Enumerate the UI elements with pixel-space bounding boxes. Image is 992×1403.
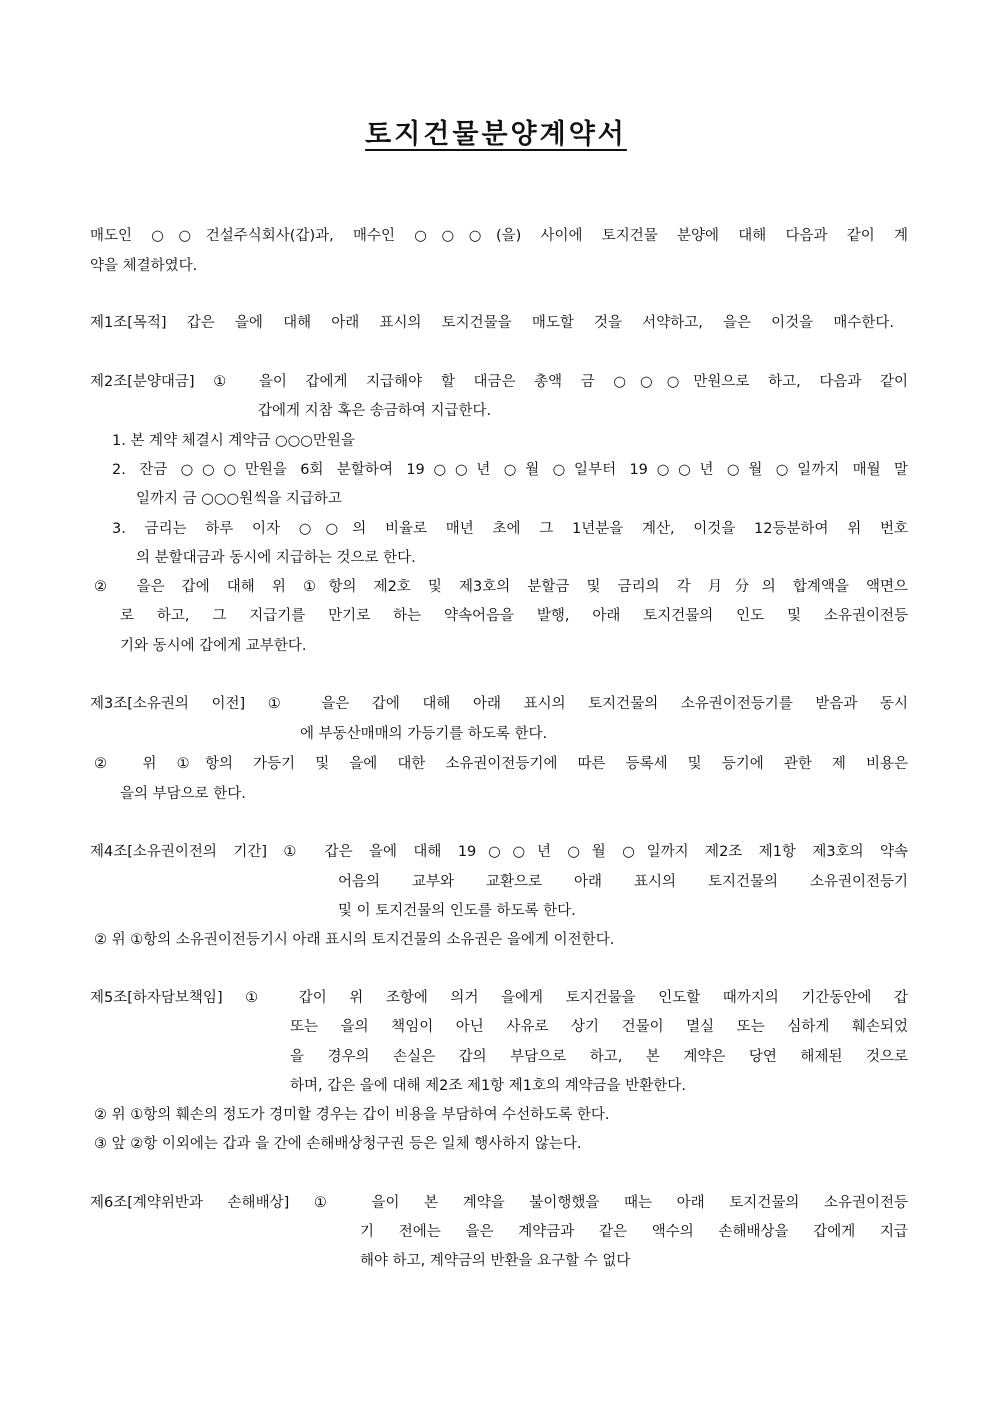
article-2-para-2-line-1: ② 을은 갑에 대해 위 ①항의 제2호 및 제3호의 분할금 및 금리의 각 月分의 합계액을 액면으 [94, 579, 908, 595]
article-2-item-3-line-2: 의 분할대금과 동시에 지급하는 것으로 한다. [136, 550, 416, 566]
article-2-item-2-line-2: 일까지 금 ○○○원씩을 지급하고 [136, 491, 342, 507]
article-5-line-1: 제5조[하자담보책임] ① 갑이 위 조항에 의거 을에게 토지건물을 인도할 때까지의 기간동안에 갑 [90, 990, 908, 1006]
article-4-para-2: ② 위 ①항의 소유권이전등기시 아래 표시의 토지건물의 소유권은 을에게 이전한다. [94, 932, 615, 948]
article-4-line-2: 어음의 교부와 교환으로 아래 표시의 토지건물의 소유권이전등기 [338, 874, 908, 890]
article-5-line-4: 하며, 갑은 을에 대해 제2조 제1항 제1호의 계약금을 반환한다. [290, 1078, 686, 1094]
article-6-line-3: 해야 하고, 계약금의 반환을 요구할 수 없다 [360, 1253, 631, 1269]
document-title: 토지건물분양계약서 [365, 119, 627, 150]
article-2-item-3-line-1: 3. 금리는 하루 이자 ○○의 비율로 매년 초에 그 1년분을 계산, 이것을 12등분하여 위 번호 [112, 521, 908, 537]
article-2-para-2-line-2: 로 하고, 그 지급기를 만기로 하는 약속어음을 발행, 아래 토지건물의 인도 및 소유권이전등 [120, 608, 908, 624]
article-1: 제1조[목적] 갑은 을에 대해 아래 표시의 토지건물을 매도할 것을 서약하고, 을은 이것을 매수한다. [90, 315, 894, 331]
article-2-item-1: 1. 본 계약 체결시 계약금 ○○○만원을 [112, 433, 355, 449]
article-5-line-2: 또는 을의 책임이 아닌 사유로 상기 건물이 멸실 또는 심하게 훼손되었 [290, 1019, 908, 1035]
intro-line-2: 약을 체결하였다. [90, 258, 198, 274]
article-6-line-1: 제6조[계약위반과 손해배상] ① 을이 본 계약을 불이행했을 때는 아래 토지건물의 소유권이전등 [90, 1195, 908, 1211]
article-3-para-2-line-1: ② 위 ①항의 가등기 및 을에 대한 소유권이전등기에 따른 등록세 및 등기에 관한 제 비용은 [94, 756, 908, 772]
article-4-line-3: 및 이 토지건물의 인도를 하도록 한다. [338, 903, 576, 919]
article-5-para-2: ② 위 ①항의 훼손의 정도가 경미할 경우는 갑이 비용을 부담하여 수선하도록 한다. [94, 1107, 610, 1123]
article-2-item-2-line-1: 2. 잔금 ○○○만원을 6회 분할하여 19○○년 ○월 ○일부터 19○○년 ○월 ○일까지 매월 말 [112, 462, 908, 478]
article-3-para-2-line-2: 을의 부담으로 한다. [120, 786, 246, 802]
article-4-line-1: 제4조[소유권이전의 기간] ① 갑은 을에 대해 19○○년 ○월 ○일까지 제2조 제1항 제3호의 약속 [90, 844, 908, 860]
article-2-para-2-line-3: 기와 동시에 갑에게 교부한다. [120, 638, 307, 654]
article-3-line-1: 제3조[소유권의 이전] ① 을은 갑에 대해 아래 표시의 토지건물의 소유권이전등기를 받음과 동시 [90, 696, 908, 712]
article-2-line-1: 제2조[분양대금] ① 을이 갑에게 지급해야 할 대금은 총액 금 ○○○만원으로 하고, 다음과 같이 [90, 374, 908, 390]
article-6-line-2: 기 전에는 을은 계약금과 같은 액수의 손해배상을 갑에게 지급 [360, 1224, 908, 1240]
article-5-line-3: 을 경우의 손실은 갑의 부담으로 하고, 본 계약은 당연 해제된 것으로 [290, 1049, 908, 1065]
article-2-line-2: 갑에게 지참 혹은 송금하여 지급한다. [258, 403, 492, 419]
intro-line-1: 매도인 ○○건설주식회사(갑)과, 매수인 ○○○(을) 사이에 토지건물 분양에 대해 다음과 같이 계 [90, 228, 908, 244]
article-3-line-2: 에 부동산매매의 가등기를 하도록 한다. [300, 726, 548, 742]
article-5-para-3: ③ 앞 ②항 이외에는 갑과 을 간에 손해배상청구권 등은 일체 행사하지 않는다. [94, 1136, 582, 1152]
